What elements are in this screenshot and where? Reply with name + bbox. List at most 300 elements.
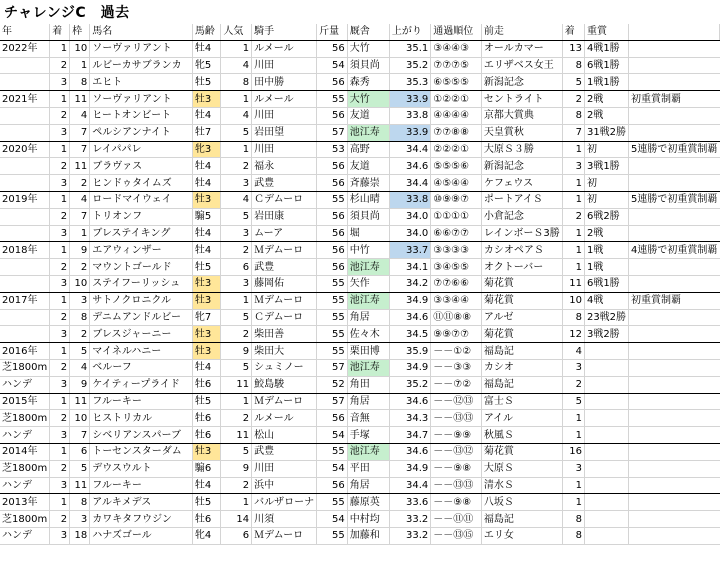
- age-cell[interactable]: 牝5: [192, 57, 221, 74]
- prev-finish-cell[interactable]: 1: [562, 410, 584, 427]
- horse-name-cell[interactable]: ハナズゴール: [90, 527, 193, 544]
- prev-finish-cell[interactable]: 7: [562, 124, 584, 141]
- jockey-cell[interactable]: Ｃデムーロ: [252, 309, 317, 326]
- jockey-cell[interactable]: 松山: [252, 427, 317, 444]
- horse-name-cell[interactable]: フルーキー: [90, 477, 193, 494]
- graded-record-cell[interactable]: 初: [584, 175, 628, 192]
- jockey-cell[interactable]: Ｍデムーロ: [252, 292, 317, 309]
- last-3f-cell[interactable]: 34.9: [389, 359, 430, 376]
- last-3f-cell[interactable]: 34.0: [389, 208, 430, 225]
- horse-name-cell[interactable]: ヒンドゥタイムズ: [90, 175, 193, 192]
- popularity-cell[interactable]: 3: [221, 225, 252, 242]
- prev-finish-cell[interactable]: 1: [562, 477, 584, 494]
- popularity-cell[interactable]: 1: [221, 141, 252, 158]
- passing-order-cell[interactable]: －－⑬⑬: [431, 477, 482, 494]
- passing-order-cell[interactable]: ⑤⑤⑤⑥: [431, 158, 482, 175]
- year-cell[interactable]: 芝1800m: [0, 359, 50, 376]
- graded-record-cell[interactable]: 31戦2勝: [584, 124, 628, 141]
- prev-race-cell[interactable]: 新潟記念: [481, 158, 562, 175]
- stable-cell[interactable]: 友道: [347, 107, 389, 124]
- prev-race-cell[interactable]: アイル: [481, 410, 562, 427]
- graded-record-cell[interactable]: 3戦2勝: [584, 326, 628, 343]
- popularity-cell[interactable]: 6: [221, 527, 252, 544]
- passing-order-cell[interactable]: ⑥⑤⑤⑤: [431, 74, 482, 91]
- passing-order-cell[interactable]: ⑪⑪⑧⑧: [431, 309, 482, 326]
- gate-cell[interactable]: 8: [70, 309, 90, 326]
- note-cell[interactable]: [629, 393, 720, 410]
- age-cell[interactable]: 牡7: [192, 124, 221, 141]
- stable-cell[interactable]: 手塚: [347, 427, 389, 444]
- finish-cell[interactable]: 2: [50, 259, 70, 276]
- popularity-cell[interactable]: 11: [221, 376, 252, 393]
- finish-cell[interactable]: 3: [50, 326, 70, 343]
- year-cell[interactable]: 2015年: [0, 393, 50, 410]
- weight-cell[interactable]: 55: [317, 191, 348, 208]
- prev-race-cell[interactable]: エリザベス女王: [481, 57, 562, 74]
- stable-cell[interactable]: 森秀: [347, 74, 389, 91]
- gate-cell[interactable]: 11: [70, 393, 90, 410]
- popularity-cell[interactable]: 4: [221, 107, 252, 124]
- finish-cell[interactable]: 2: [50, 410, 70, 427]
- last-3f-cell[interactable]: 34.6: [389, 393, 430, 410]
- horse-name-cell[interactable]: ヒストリカル: [90, 410, 193, 427]
- gate-cell[interactable]: 9: [70, 376, 90, 393]
- age-cell[interactable]: 牝3: [192, 141, 221, 158]
- last-3f-cell[interactable]: 34.9: [389, 292, 430, 309]
- stable-cell[interactable]: 高野: [347, 141, 389, 158]
- popularity-cell[interactable]: 8: [221, 74, 252, 91]
- weight-cell[interactable]: 54: [317, 511, 348, 528]
- gate-cell[interactable]: 5: [70, 460, 90, 477]
- age-cell[interactable]: 牡4: [192, 175, 221, 192]
- prev-finish-cell[interactable]: 3: [562, 460, 584, 477]
- prev-race-cell[interactable]: 大原Ｓ３勝: [481, 141, 562, 158]
- note-cell[interactable]: [629, 511, 720, 528]
- stable-cell[interactable]: 須貝尚: [347, 208, 389, 225]
- year-cell[interactable]: 芝1800m: [0, 460, 50, 477]
- graded-record-cell[interactable]: 23戦2勝: [584, 309, 628, 326]
- prev-finish-cell[interactable]: 1: [562, 175, 584, 192]
- weight-cell[interactable]: 54: [317, 427, 348, 444]
- horse-name-cell[interactable]: ステイフーリッシュ: [90, 275, 193, 292]
- header-popularity[interactable]: 人気: [221, 24, 252, 40]
- last-3f-cell[interactable]: 34.1: [389, 259, 430, 276]
- last-3f-cell[interactable]: 35.9: [389, 343, 430, 360]
- age-cell[interactable]: 牡6: [192, 410, 221, 427]
- weight-cell[interactable]: 55: [317, 527, 348, 544]
- header-year[interactable]: 年: [0, 24, 50, 40]
- jockey-cell[interactable]: Ｍデムーロ: [252, 393, 317, 410]
- age-cell[interactable]: 牡4: [192, 158, 221, 175]
- passing-order-cell[interactable]: －－⑬⑮: [431, 527, 482, 544]
- weight-cell[interactable]: 56: [317, 107, 348, 124]
- finish-cell[interactable]: 2: [50, 158, 70, 175]
- graded-record-cell[interactable]: 3戦1勝: [584, 158, 628, 175]
- year-cell[interactable]: [0, 74, 50, 91]
- popularity-cell[interactable]: 5: [221, 208, 252, 225]
- year-cell[interactable]: 芝1800m: [0, 511, 50, 528]
- horse-name-cell[interactable]: ルビーカサブランカ: [90, 57, 193, 74]
- stable-cell[interactable]: 池江寿: [347, 259, 389, 276]
- weight-cell[interactable]: 55: [317, 91, 348, 108]
- last-3f-cell[interactable]: 34.3: [389, 410, 430, 427]
- passing-order-cell[interactable]: ⑨⑨⑦⑦: [431, 326, 482, 343]
- prev-race-cell[interactable]: 八坂Ｓ: [481, 494, 562, 511]
- jockey-cell[interactable]: 武豊: [252, 175, 317, 192]
- gate-cell[interactable]: 2: [70, 259, 90, 276]
- graded-record-cell[interactable]: 1戦: [584, 242, 628, 259]
- age-cell[interactable]: 牡5: [192, 393, 221, 410]
- prev-race-cell[interactable]: オールカマー: [481, 40, 562, 57]
- horse-name-cell[interactable]: デニムアンドルビー: [90, 309, 193, 326]
- note-cell[interactable]: [629, 57, 720, 74]
- popularity-cell[interactable]: 14: [221, 511, 252, 528]
- header-passing-order[interactable]: 通過順位: [431, 24, 482, 40]
- prev-race-cell[interactable]: 福島記: [481, 511, 562, 528]
- jockey-cell[interactable]: 川田: [252, 107, 317, 124]
- note-cell[interactable]: [629, 427, 720, 444]
- graded-record-cell[interactable]: 1戦1勝: [584, 74, 628, 91]
- gate-cell[interactable]: 2: [70, 326, 90, 343]
- horse-name-cell[interactable]: シベリアンスパーブ: [90, 427, 193, 444]
- year-cell[interactable]: [0, 326, 50, 343]
- jockey-cell[interactable]: 岩田望: [252, 124, 317, 141]
- last-3f-cell[interactable]: 33.2: [389, 511, 430, 528]
- jockey-cell[interactable]: 川田: [252, 141, 317, 158]
- jockey-cell[interactable]: ルメール: [252, 410, 317, 427]
- age-cell[interactable]: 牡5: [192, 259, 221, 276]
- year-cell[interactable]: [0, 259, 50, 276]
- graded-record-cell[interactable]: [584, 443, 628, 460]
- last-3f-cell[interactable]: 33.8: [389, 107, 430, 124]
- jockey-cell[interactable]: 柴田善: [252, 326, 317, 343]
- weight-cell[interactable]: 55: [317, 275, 348, 292]
- graded-record-cell[interactable]: [584, 376, 628, 393]
- popularity-cell[interactable]: 9: [221, 343, 252, 360]
- prev-race-cell[interactable]: オクトーバー: [481, 259, 562, 276]
- age-cell[interactable]: 牡4: [192, 242, 221, 259]
- header-horse-name[interactable]: 馬名: [90, 24, 193, 40]
- graded-record-cell[interactable]: [584, 410, 628, 427]
- graded-record-cell[interactable]: [584, 460, 628, 477]
- passing-order-cell[interactable]: ④⑤④④: [431, 175, 482, 192]
- header-note[interactable]: [629, 24, 720, 40]
- graded-record-cell[interactable]: 2戦: [584, 91, 628, 108]
- passing-order-cell[interactable]: －－⑪⑪: [431, 511, 482, 528]
- graded-record-cell[interactable]: 初: [584, 141, 628, 158]
- age-cell[interactable]: 牡4: [192, 107, 221, 124]
- year-cell[interactable]: [0, 309, 50, 326]
- last-3f-cell[interactable]: 33.6: [389, 494, 430, 511]
- header-gate[interactable]: 枠: [70, 24, 90, 40]
- popularity-cell[interactable]: 6: [221, 259, 252, 276]
- note-cell[interactable]: [629, 259, 720, 276]
- age-cell[interactable]: 牡6: [192, 511, 221, 528]
- gate-cell[interactable]: 7: [70, 427, 90, 444]
- year-cell[interactable]: ハンデ: [0, 376, 50, 393]
- prev-race-cell[interactable]: セントライト: [481, 91, 562, 108]
- gate-cell[interactable]: 4: [70, 359, 90, 376]
- finish-cell[interactable]: 2: [50, 107, 70, 124]
- note-cell[interactable]: [629, 309, 720, 326]
- last-3f-cell[interactable]: 35.1: [389, 40, 430, 57]
- gate-cell[interactable]: 3: [70, 292, 90, 309]
- passing-order-cell[interactable]: －－⑦②: [431, 376, 482, 393]
- prev-finish-cell[interactable]: 5: [562, 74, 584, 91]
- weight-cell[interactable]: 56: [317, 208, 348, 225]
- popularity-cell[interactable]: 5: [221, 309, 252, 326]
- jockey-cell[interactable]: 田中勝: [252, 74, 317, 91]
- passing-order-cell[interactable]: －－⑬⑫: [431, 443, 482, 460]
- graded-record-cell[interactable]: 4戦: [584, 292, 628, 309]
- note-cell[interactable]: [629, 376, 720, 393]
- prev-finish-cell[interactable]: 8: [562, 511, 584, 528]
- gate-cell[interactable]: 7: [70, 124, 90, 141]
- header-prev-race[interactable]: 前走: [481, 24, 562, 40]
- prev-finish-cell[interactable]: 13: [562, 40, 584, 57]
- jockey-cell[interactable]: Ｃデムーロ: [252, 191, 317, 208]
- prev-race-cell[interactable]: 大原Ｓ: [481, 460, 562, 477]
- popularity-cell[interactable]: 3: [221, 275, 252, 292]
- finish-cell[interactable]: 3: [50, 74, 70, 91]
- popularity-cell[interactable]: 5: [221, 443, 252, 460]
- jockey-cell[interactable]: Ｍデムーロ: [252, 242, 317, 259]
- prev-race-cell[interactable]: カシオ: [481, 359, 562, 376]
- prev-race-cell[interactable]: 菊花賞: [481, 326, 562, 343]
- passing-order-cell[interactable]: ⑩⑨⑨⑦: [431, 191, 482, 208]
- prev-race-cell[interactable]: 福島記: [481, 376, 562, 393]
- jockey-cell[interactable]: 川須: [252, 511, 317, 528]
- last-3f-cell[interactable]: 34.4: [389, 175, 430, 192]
- finish-cell[interactable]: 3: [50, 275, 70, 292]
- last-3f-cell[interactable]: 33.8: [389, 191, 430, 208]
- stable-cell[interactable]: 角居: [347, 393, 389, 410]
- graded-record-cell[interactable]: [584, 343, 628, 360]
- note-cell[interactable]: [629, 74, 720, 91]
- jockey-cell[interactable]: 鮫島駿: [252, 376, 317, 393]
- horse-name-cell[interactable]: ケイティープライド: [90, 376, 193, 393]
- note-cell[interactable]: 初重賞制覇: [629, 91, 720, 108]
- horse-name-cell[interactable]: マウントゴールド: [90, 259, 193, 276]
- prev-finish-cell[interactable]: 1: [562, 191, 584, 208]
- graded-record-cell[interactable]: [584, 427, 628, 444]
- year-cell[interactable]: 2017年: [0, 292, 50, 309]
- horse-name-cell[interactable]: ブレステイキング: [90, 225, 193, 242]
- gate-cell[interactable]: 7: [70, 141, 90, 158]
- year-cell[interactable]: 2019年: [0, 191, 50, 208]
- prev-finish-cell[interactable]: 16: [562, 443, 584, 460]
- header-prev-finish[interactable]: 着: [562, 24, 584, 40]
- gate-cell[interactable]: 11: [70, 91, 90, 108]
- graded-record-cell[interactable]: 6戦1勝: [584, 57, 628, 74]
- year-cell[interactable]: [0, 275, 50, 292]
- gate-cell[interactable]: 18: [70, 527, 90, 544]
- weight-cell[interactable]: 56: [317, 158, 348, 175]
- header-weight[interactable]: 斤量: [317, 24, 348, 40]
- year-cell[interactable]: ハンデ: [0, 427, 50, 444]
- weight-cell[interactable]: 56: [317, 242, 348, 259]
- jockey-cell[interactable]: 武豊: [252, 259, 317, 276]
- popularity-cell[interactable]: 2: [221, 477, 252, 494]
- age-cell[interactable]: 牡3: [192, 191, 221, 208]
- graded-record-cell[interactable]: [584, 511, 628, 528]
- passing-order-cell[interactable]: －－⑬⑬: [431, 410, 482, 427]
- jockey-cell[interactable]: 川田: [252, 57, 317, 74]
- age-cell[interactable]: 牡3: [192, 91, 221, 108]
- popularity-cell[interactable]: 2: [221, 410, 252, 427]
- year-cell[interactable]: [0, 175, 50, 192]
- passing-order-cell[interactable]: ①①①①: [431, 208, 482, 225]
- finish-cell[interactable]: 2: [50, 460, 70, 477]
- passing-order-cell[interactable]: ⑦⑦⑧⑧: [431, 124, 482, 141]
- stable-cell[interactable]: 平田: [347, 460, 389, 477]
- prev-race-cell[interactable]: 富士Ｓ: [481, 393, 562, 410]
- prev-finish-cell[interactable]: 10: [562, 292, 584, 309]
- jockey-cell[interactable]: 藤岡佑: [252, 275, 317, 292]
- stable-cell[interactable]: 須貝尚: [347, 57, 389, 74]
- prev-race-cell[interactable]: ポートアイＳ: [481, 191, 562, 208]
- last-3f-cell[interactable]: 33.9: [389, 91, 430, 108]
- jockey-cell[interactable]: 福永: [252, 158, 317, 175]
- popularity-cell[interactable]: 1: [221, 393, 252, 410]
- year-cell[interactable]: 2016年: [0, 343, 50, 360]
- finish-cell[interactable]: 3: [50, 124, 70, 141]
- gate-cell[interactable]: 11: [70, 158, 90, 175]
- prev-finish-cell[interactable]: 4: [562, 343, 584, 360]
- popularity-cell[interactable]: 2: [221, 326, 252, 343]
- stable-cell[interactable]: 堀: [347, 225, 389, 242]
- age-cell[interactable]: 牡3: [192, 275, 221, 292]
- note-cell[interactable]: [629, 107, 720, 124]
- stable-cell[interactable]: 大竹: [347, 40, 389, 57]
- horse-name-cell[interactable]: デウスウルト: [90, 460, 193, 477]
- prev-race-cell[interactable]: 清水Ｓ: [481, 477, 562, 494]
- horse-name-cell[interactable]: マイネルハニー: [90, 343, 193, 360]
- passing-order-cell[interactable]: －－⑨⑧: [431, 494, 482, 511]
- jockey-cell[interactable]: 岩田康: [252, 208, 317, 225]
- popularity-cell[interactable]: 4: [221, 57, 252, 74]
- passing-order-cell[interactable]: ⑦⑦⑥⑥: [431, 275, 482, 292]
- note-cell[interactable]: [629, 494, 720, 511]
- finish-cell[interactable]: 2: [50, 57, 70, 74]
- prev-race-cell[interactable]: 天皇賞秋: [481, 124, 562, 141]
- stable-cell[interactable]: 中村均: [347, 511, 389, 528]
- year-cell[interactable]: 2021年: [0, 91, 50, 108]
- finish-cell[interactable]: 1: [50, 494, 70, 511]
- graded-record-cell[interactable]: [584, 393, 628, 410]
- jockey-cell[interactable]: Ｍデムーロ: [252, 527, 317, 544]
- weight-cell[interactable]: 55: [317, 309, 348, 326]
- prev-race-cell[interactable]: レインボーＳ3勝: [481, 225, 562, 242]
- horse-name-cell[interactable]: ブレスジャーニー: [90, 326, 193, 343]
- note-cell[interactable]: [629, 443, 720, 460]
- finish-cell[interactable]: 3: [50, 527, 70, 544]
- prev-finish-cell[interactable]: 8: [562, 309, 584, 326]
- weight-cell[interactable]: 55: [317, 292, 348, 309]
- year-cell[interactable]: [0, 208, 50, 225]
- gate-cell[interactable]: 10: [70, 275, 90, 292]
- popularity-cell[interactable]: 9: [221, 460, 252, 477]
- stable-cell[interactable]: 藤原英: [347, 494, 389, 511]
- note-cell[interactable]: [629, 124, 720, 141]
- passing-order-cell[interactable]: ③④④③: [431, 40, 482, 57]
- year-cell[interactable]: [0, 124, 50, 141]
- jockey-cell[interactable]: 浜中: [252, 477, 317, 494]
- passing-order-cell[interactable]: －－③③: [431, 359, 482, 376]
- last-3f-cell[interactable]: 34.6: [389, 309, 430, 326]
- prev-race-cell[interactable]: 京都大賞典: [481, 107, 562, 124]
- finish-cell[interactable]: 1: [50, 91, 70, 108]
- horse-name-cell[interactable]: カワキタフウジン: [90, 511, 193, 528]
- age-cell[interactable]: 牡3: [192, 292, 221, 309]
- gate-cell[interactable]: 11: [70, 477, 90, 494]
- note-cell[interactable]: 5連勝で初重賞制覇: [629, 191, 720, 208]
- prev-finish-cell[interactable]: 8: [562, 107, 584, 124]
- stable-cell[interactable]: 角居: [347, 309, 389, 326]
- age-cell[interactable]: 牡4: [192, 225, 221, 242]
- horse-name-cell[interactable]: フルーキー: [90, 393, 193, 410]
- gate-cell[interactable]: 7: [70, 208, 90, 225]
- year-cell[interactable]: [0, 107, 50, 124]
- prev-race-cell[interactable]: 新潟記念: [481, 74, 562, 91]
- prev-finish-cell[interactable]: 1: [562, 427, 584, 444]
- weight-cell[interactable]: 57: [317, 124, 348, 141]
- note-cell[interactable]: [629, 359, 720, 376]
- graded-record-cell[interactable]: 2戦: [584, 107, 628, 124]
- prev-race-cell[interactable]: 秋風Ｓ: [481, 427, 562, 444]
- passing-order-cell[interactable]: －－⑨⑧: [431, 460, 482, 477]
- finish-cell[interactable]: 1: [50, 292, 70, 309]
- jockey-cell[interactable]: バルザローナ: [252, 494, 317, 511]
- passing-order-cell[interactable]: －－①②: [431, 343, 482, 360]
- passing-order-cell[interactable]: ④④④④: [431, 107, 482, 124]
- header-jockey[interactable]: 騎手: [252, 24, 317, 40]
- last-3f-cell[interactable]: 34.6: [389, 158, 430, 175]
- horse-name-cell[interactable]: ブラヴァス: [90, 158, 193, 175]
- stable-cell[interactable]: 杉山晴: [347, 191, 389, 208]
- note-cell[interactable]: [629, 158, 720, 175]
- gate-cell[interactable]: 8: [70, 74, 90, 91]
- note-cell[interactable]: 5連勝で初重賞制覇: [629, 141, 720, 158]
- header-age[interactable]: 馬齢: [192, 24, 221, 40]
- weight-cell[interactable]: 56: [317, 477, 348, 494]
- gate-cell[interactable]: 10: [70, 40, 90, 57]
- prev-race-cell[interactable]: 菊花賞: [481, 292, 562, 309]
- note-cell[interactable]: [629, 460, 720, 477]
- finish-cell[interactable]: 1: [50, 141, 70, 158]
- finish-cell[interactable]: 1: [50, 191, 70, 208]
- note-cell[interactable]: [629, 40, 720, 57]
- header-last-3f[interactable]: 上がり: [389, 24, 430, 40]
- weight-cell[interactable]: 54: [317, 57, 348, 74]
- finish-cell[interactable]: 2: [50, 359, 70, 376]
- prev-finish-cell[interactable]: 11: [562, 275, 584, 292]
- year-cell[interactable]: ハンデ: [0, 527, 50, 544]
- horse-name-cell[interactable]: ソーヴァリアント: [90, 91, 193, 108]
- year-cell[interactable]: [0, 225, 50, 242]
- stable-cell[interactable]: 池江寿: [347, 359, 389, 376]
- graded-record-cell[interactable]: 初: [584, 191, 628, 208]
- finish-cell[interactable]: 3: [50, 477, 70, 494]
- weight-cell[interactable]: 53: [317, 141, 348, 158]
- gate-cell[interactable]: 3: [70, 511, 90, 528]
- last-3f-cell[interactable]: 35.2: [389, 57, 430, 74]
- popularity-cell[interactable]: 4: [221, 191, 252, 208]
- passing-order-cell[interactable]: ②②②①: [431, 141, 482, 158]
- passing-order-cell[interactable]: ③③④④: [431, 292, 482, 309]
- prev-race-cell[interactable]: 福島記: [481, 343, 562, 360]
- weight-cell[interactable]: 56: [317, 74, 348, 91]
